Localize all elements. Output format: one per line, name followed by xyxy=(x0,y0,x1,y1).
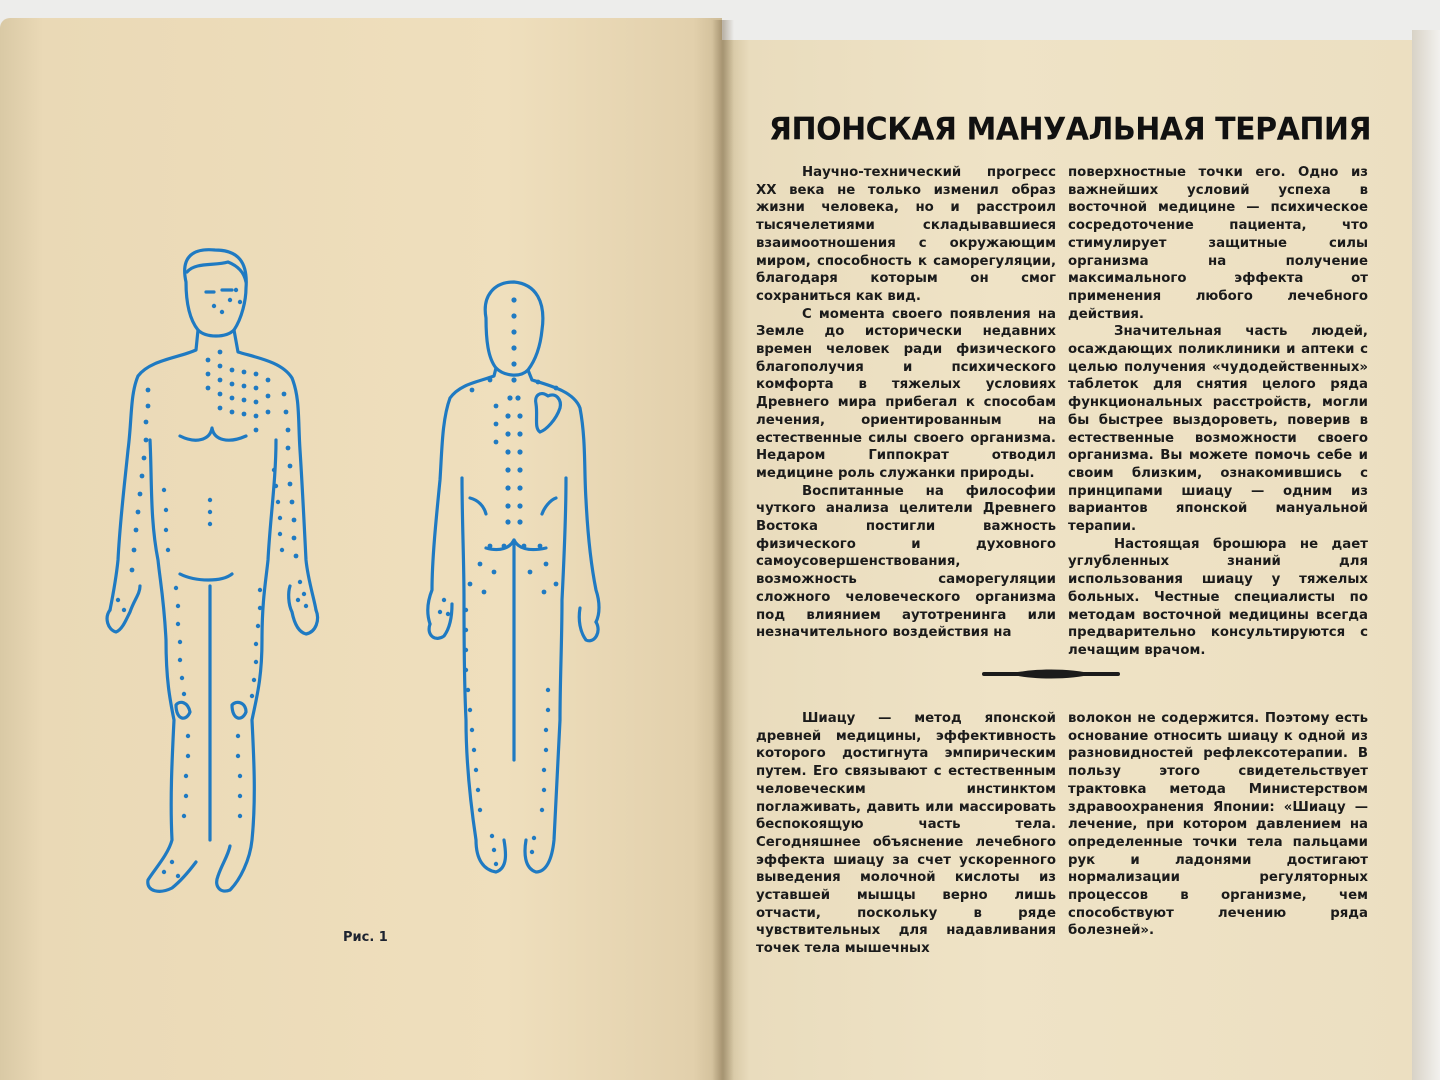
paragraph: Шиацу — метод японской древней медицины, эффективность которого достигнута эмпирическим путем. Его связывают с естественным человеческим инстинктом поглаживать, давить или массировать беспокоящую часть тела. Сегодняшнее объяснение лечебного эффекта шиацу за счет ускоренного выведения молочной кислоты из уставшей мышцы верно лишь отчасти, поскольку в ряде чувствительных для надавливания точек тела мышечных xyxy=(756,711,1056,957)
paragraph: поверхностные точки его. Одно из важнейших условий успеха в восточной медицине — психическое сосредоточение пациента, что стимулирует защитные силы организма на получение максимального эффекта от применения любого лечебного действия. xyxy=(1068,165,1368,322)
article-title: ЯПОНСКАЯ МАНУАЛЬНАЯ ТЕРАПИЯ xyxy=(768,111,1372,148)
body-column-left xyxy=(756,710,1056,958)
front-body-figure xyxy=(107,250,317,892)
paragraph: Научно-технический прогресс XX века не только изменил образ жизни человека, но и расстроил тысячелетиями складывавшиеся взаимоотношения с окружающим миром, способность к саморегуляции, благодаря которым он смог сохраниться как вид. xyxy=(756,165,1056,304)
front-acupoints xyxy=(116,288,308,878)
intro-column-left xyxy=(756,164,1056,642)
intro-column-right xyxy=(1068,164,1368,660)
paragraph: С момента своего появления на Земле до исторически недавних времен человек ради физического благополучия и психического комфорта в тяжелых условиях Древнего мира прибегал к способам лечения, ориентированным на естественные силы своего организма. Недаром Гиппократ отводил медицине роль служанки природы. xyxy=(756,306,1056,481)
paragraph: волокон не содержится. Поэтому есть основание относить шиацу к одной из разновидностей рефлексотерапии. В пользу этого свидетельствует трактовка метода Министерством здравоохранения Японии: «Шиацу — лечение, при котором давлением на определенные точки тела пальцами рук и ладонями достигают нормализации регуляторных процессов в организме, чем способствуют лечению ряда болезней». xyxy=(1068,711,1368,939)
page-edge xyxy=(1412,30,1440,1080)
body-column-right xyxy=(1068,710,1368,940)
paragraph: Значительная часть людей, осаждающих поликлиники и аптеки с целью получения «чудодейственных» таблеток для снятия целого ряда функциональных расстройств, могли бы быстрее выздороветь, поверив в естественные возможности своего организма. Вы можете помочь себе и своим близким, ознакомившись с принципами шиацу — одним из вариантов японской мануальной терапии. xyxy=(1068,324,1368,535)
figure-caption: Рис. 1 xyxy=(343,930,388,945)
acupressure-points-figure xyxy=(0,18,722,1080)
paragraph: Настоящая брошюра не дает углубленных знаний для использования шиацу у тяжелых больных. Честные специалисты по методам восточной медицины всегда предварительно консультируются с лечащим врачом. xyxy=(1068,536,1368,658)
section-divider xyxy=(980,664,1122,684)
back-body-figure xyxy=(428,282,599,872)
paragraph: Воспитанные на философии чуткого анализа целители Древнего Востока постигли важность физического и духовного самоусовершенствования, возможность саморегуляции сложного человеческого организма под влиянием аутотренинга или незначительного воздействия на xyxy=(756,483,1056,641)
